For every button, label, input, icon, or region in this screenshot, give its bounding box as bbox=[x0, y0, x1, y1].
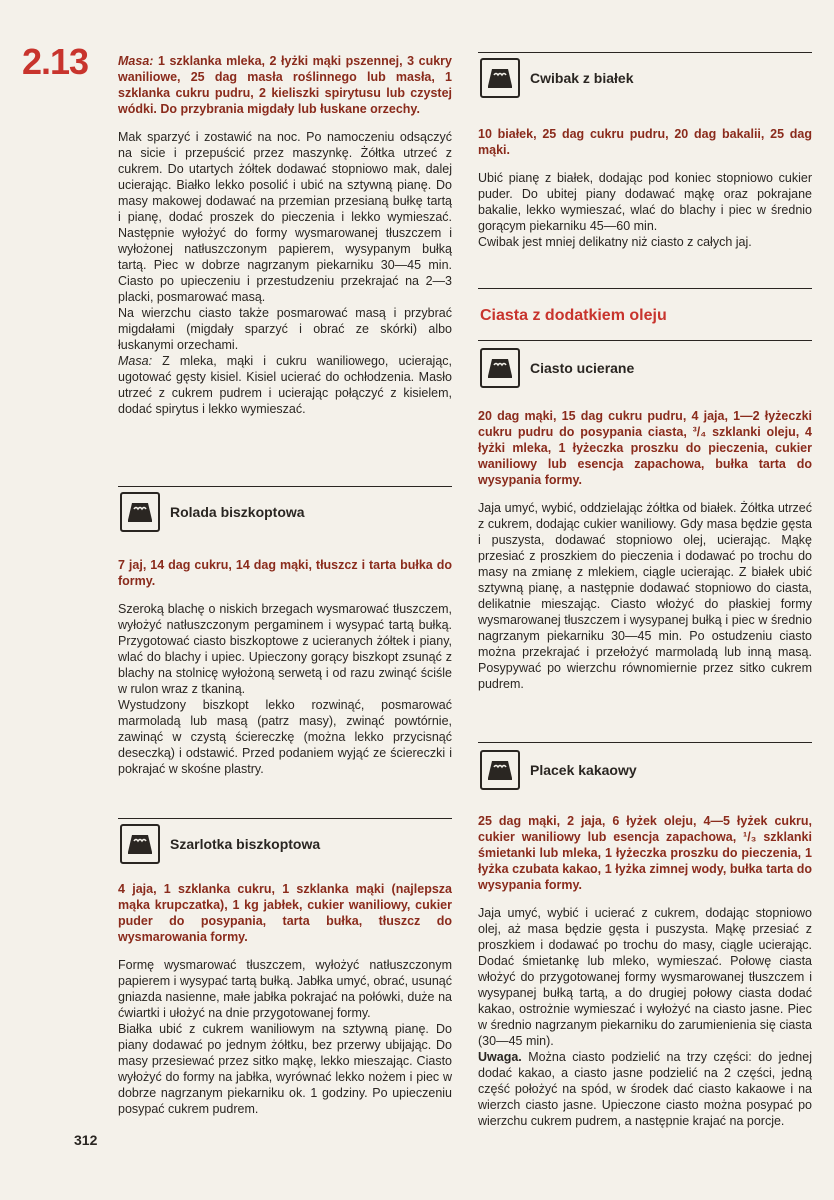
placek-header bbox=[480, 750, 637, 790]
rolada-text-2: Wystudzony biszkopt lekko rozwinąć, posmarować marmoladą lub masą (patrz masy), zwinąć powtórnie, zawinąć w czystą ściereczkę (można lekko przycisnąć deseczką) i odstawić. Przed podaniem wyjąć ze ściereczki i pokrajać w skośne plastry. bbox=[118, 698, 452, 776]
cwibak-text-2: Cwibak jest mniej delikatny niż ciasto z całych jaj. bbox=[478, 235, 752, 249]
masa-text-3-body: Z mleka, mąki i cukru waniliowego, ucierając, ugotować gęsty kisiel. Kisiel ucierać do ochłodzenia. Masło utrzeć z cukrem pudrem i ucierając połączyć z kisielem, dodać spirytus i lekko wymieszać. bbox=[118, 354, 452, 416]
masa-text-1: Mak sparzyć i zostawić na noc. Po namoczeniu odsączyć na sicie i przepuścić przez maszynkę. Żółtka utrzeć z cukrem. Do utartych żółtek dodawać stopniowo mak, dalej ucierając. Białko lekko posolić i ubić na sztywną pianę. Do masy makowej dodawać na przemian przesianą bułkę tartą i pianę, dodać proszek do pieczenia i lekko wymieszać. Następnie wyłożyć do formy wysmarowanej tłuszczem i wyłożonej natłuszczonym papierem, wysypanym bułką tartą. Piec w dobrze nagrzanym piekarniku 30—45 min. Ciasto po upieczeniu i przestudzeniu przekrajać na 2—3 placki, posmarować masą. bbox=[118, 130, 452, 304]
cake-mold-icon bbox=[480, 348, 520, 388]
placek-note-text: Można ciasto podzielić na trzy części: do jednej dodać kakao, a ciasto jasne podzielić na 2 części, jedną część położyć na spód, w środek dać ciasto kakaowe i na wierzch ciasto jasne. Upieczone ciasto można posypać po wierzchu cukrem pudrem, a następnie krajać na porcje. bbox=[478, 1050, 812, 1128]
cwibak-title: Cwibak z białek bbox=[530, 70, 634, 86]
masa-label: Masa: bbox=[118, 54, 154, 68]
cake-mold-icon bbox=[120, 492, 160, 532]
cwibak-text-1: Ubić pianę z białek, dodając pod koniec stopniowo cukier puder. Do ubitej piany dodawać mąkę oraz pokrajane bakalie, lekko wymieszać, wlać do blachy i piec w średnio gorącym piekarniku 45—60 min. bbox=[478, 171, 812, 233]
oil-section-title: Ciasta z dodatkiem oleju bbox=[480, 307, 667, 324]
cwibak-header bbox=[480, 58, 633, 98]
masa-text-2: Na wierzchu ciasto także posmarować masą i przybrać migdałami (migdały sparzyć i obrać ze skórki) albo łuskanymi orzechami. bbox=[118, 306, 452, 352]
cake-mold-icon bbox=[480, 750, 520, 790]
szarlotka-title: Szarlotka biszkoptowa bbox=[170, 836, 321, 852]
placek-text-1: Jaja umyć, wybić i ucierać z cukrem, dodając stopniowo olej, aż masa będzie gęsta i puszysta. Mąkę przesiać z proszkiem i dodawać po trochu do masy, ciągle ucierając. Dodać śmietankę lub mleko, wymieszać. Połowę ciasta włożyć do przygotowanej formy wysmarowanej tłuszczem i wysypanej bułką tartą, a do drugiej połowy ciasta dodać kakao, ostrożnie wymieszać i wyłożyć na ciasto jasne. Piec w średnio nagrzanym piekarniku do zarumienienia się ciasta (30—45 min). bbox=[478, 906, 812, 1048]
cwibak-body bbox=[478, 126, 812, 250]
divider-placek bbox=[478, 742, 812, 743]
ucierane-body bbox=[478, 408, 812, 692]
ucierane-text-1: Jaja umyć, wybić, oddzielając żółtka od białek. Żółtka utrzeć z cukrem, dodając cukier waniliowy. Gdy masa będzie gęsta i puszysta, dodawać stopniowo olej, ucierając. Mąkę przesiać z proszkiem do pieczenia i dodawać po trochu do masy na zmianę z mlekiem, ciągle ucierając. Z białek ubić sztywną pianę, a następnie dodawać stopniowo do ciasta, delikatnie mieszając. Ciasto włożyć do płaskiej formy wysmarowanej tłuszczem i wysypanej bułką i piec w średnio nagrzanym piekarniku 30—45 min. Po ostudzeniu ciasto można przekrajać i przełożyć marmoladą lub inną masą. Posypywać po wierzchu równomiernie przez sitko cukrem pudrem. bbox=[478, 501, 812, 691]
section-number: 2.13 bbox=[22, 41, 89, 82]
divider-ucierane bbox=[478, 340, 812, 341]
cake-mold-icon bbox=[480, 58, 520, 98]
rolada-body bbox=[118, 557, 452, 777]
ucierane-title: Ciasto ucierane bbox=[530, 360, 635, 376]
divider-oil-section bbox=[478, 288, 812, 289]
masa-ingredients bbox=[118, 53, 452, 117]
masa-ingredients-text: 1 szklanka mleka, 2 łyżki mąki pszennej, 3 cukry waniliowe, 25 dag masła roślinnego lub masła, 1 szklanka cukru pudru, 2 kieliszki spirytusu lub czystej wódki. Do przybrania migdały lub łuskane orzechy. bbox=[118, 54, 452, 116]
placek-ingredients: 25 dag mąki, 2 jaja, 6 łyżek oleju, 4—5 łyżek cukru, cukier waniliowy lub esencja zapachowa, ¹/₃ szklanki śmietanki lub mleka, 1 łyżeczka proszku do pieczenia, 1 łyżka czubata kakao, 1 łyżka zimnej wody, bułka tarta do wysypania formy. bbox=[478, 814, 812, 892]
placek-title: Placek kakaowy bbox=[530, 762, 637, 778]
masa-text-3-label: Masa: bbox=[118, 354, 153, 368]
cwibak-ingredients: 10 białek, 25 dag cukru pudru, 20 dag bakalii, 25 dag mąki. bbox=[478, 127, 812, 157]
ucierane-ingredients: 20 dag mąki, 15 dag cukru pudru, 4 jaja, 1—2 łyżeczki cukru pudru do posypania ciasta, ³/₄ szklanki oleju, 4 łyżki mleka, 1 łyżeczka proszku do pieczenia, cukier waniliowy lub esencja zapachowa, bułka tarta do wysypania formy. bbox=[478, 409, 812, 487]
szarlotka-text-2: Białka ubić z cukrem waniliowym na sztywną pianę. Do piany dodawać po jednym żółtku, bez przerwy ubijając. Do masy przesiewać przez sitko mąkę, lekko mieszając. Ciasto wyłożyć do formy na jabłka, wyrównać lekko nożem i piec w dobrze nagrzanym piekarniku ok. 1 godziny. Po upieczeniu posypać cukrem pudrem. bbox=[118, 1022, 452, 1116]
cake-mold-icon bbox=[120, 824, 160, 864]
szarlotka-body bbox=[118, 881, 452, 1117]
divider-rolada bbox=[118, 486, 452, 487]
divider-szarlotka bbox=[118, 818, 452, 819]
szarlotka-ingredients: 4 jaja, 1 szklanka cukru, 1 szklanka mąki (najlepsza mąka krupczatka), 1 kg jabłek, cukier waniliowy, cukier puder do posypania, tarta bułka, tłuszcz do wysmarowania formy. bbox=[118, 882, 452, 944]
ucierane-header bbox=[480, 348, 634, 388]
masa-text-3 bbox=[118, 353, 452, 417]
rolada-ingredients: 7 jaj, 14 dag cukru, 14 dag mąki, tłuszcz i tarta bułka do formy. bbox=[118, 558, 452, 588]
placek-note-label: Uwaga. bbox=[478, 1050, 522, 1064]
rolada-title: Rolada biszkoptowa bbox=[170, 504, 305, 520]
page-number: 312 bbox=[74, 1132, 98, 1148]
rolada-text-1: Szeroką blachę o niskich brzegach wysmarować tłuszczem, wyłożyć natłuszczonym pergaminem i wysypać tartą bułką. Przygotować ciasto biszkoptowe z ucieranych żółtek i piany, wlać do blachy i upiec. Upieczony gorący biszkopt zsunąć z blachy na stolnicę wyłożoną serwetą i od razu zwinąć ściśle w rulon wraz z tkaniną. bbox=[118, 602, 452, 696]
szarlotka-header bbox=[120, 824, 320, 864]
left-column bbox=[118, 53, 452, 417]
szarlotka-text-1: Formę wysmarować tłuszczem, wyłożyć natłuszczonym papierem i wysypać tartą bułką. Jabłka umyć, obrać, usunąć gniazda nasienne, małe jabłka pokrajać na połówki, duże na ćwiartki i ułożyć na dnie przygotowanej formy. bbox=[118, 958, 452, 1020]
divider-cwibak bbox=[478, 52, 812, 53]
rolada-header bbox=[120, 492, 305, 532]
placek-body bbox=[478, 813, 812, 1129]
placek-note bbox=[478, 1049, 812, 1129]
